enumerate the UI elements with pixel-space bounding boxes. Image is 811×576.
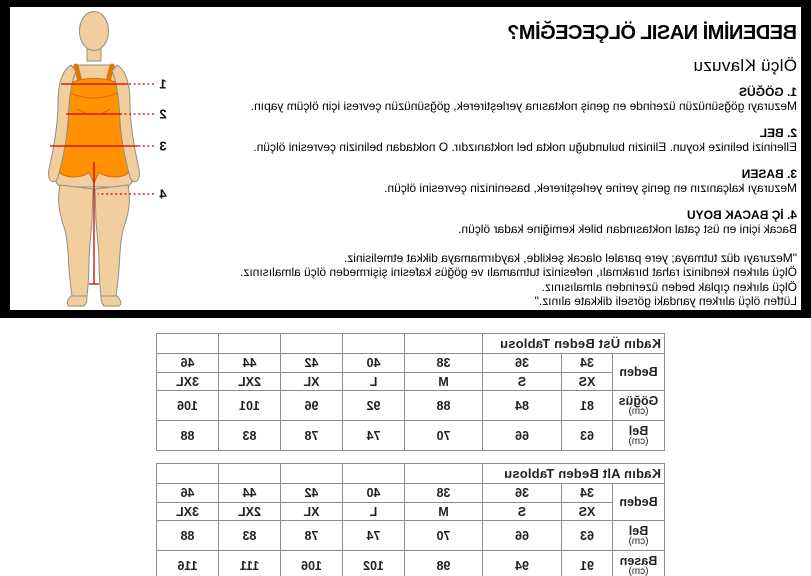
measure-label-1: 1 bbox=[159, 76, 167, 92]
size-cell: 2XL bbox=[218, 373, 280, 391]
measurement-section-waist bbox=[185, 126, 797, 155]
table-cell bbox=[156, 464, 218, 484]
size-cell: XS bbox=[562, 373, 613, 391]
size-cell: 40 bbox=[342, 484, 404, 503]
value-cell: 88 bbox=[156, 421, 218, 451]
waist-measure-row bbox=[156, 421, 664, 451]
size-cell: S bbox=[482, 503, 561, 521]
value-cell: 66 bbox=[482, 421, 561, 451]
table-title: Kadın Üst Beden Tablosu bbox=[482, 334, 664, 354]
table-cell bbox=[404, 464, 482, 484]
size-letter-row bbox=[156, 373, 664, 391]
table-cell bbox=[280, 334, 342, 354]
figure-right-leg bbox=[59, 185, 93, 296]
table-title-row bbox=[156, 464, 664, 484]
size-letter-row bbox=[156, 503, 664, 521]
row-unit: (cm) bbox=[628, 436, 649, 447]
size-number-row bbox=[156, 354, 664, 373]
guide-text-column bbox=[185, 7, 797, 309]
size-cell: 34 bbox=[562, 484, 613, 503]
section-heading: 1. GÖĞÜS bbox=[738, 85, 797, 99]
table-cell bbox=[342, 334, 404, 354]
value-cell: 70 bbox=[404, 521, 482, 551]
note-line: Ölçü alırken kendinizi rahat bırakmalı, nefesinizi tutmamalı ve göğüs kafesini şişirmeden ölçü almalısınız. bbox=[240, 265, 797, 280]
value-cell: 83 bbox=[218, 421, 280, 451]
section-heading: 3. BASEN bbox=[741, 167, 797, 181]
row-unit: (cm) bbox=[628, 536, 649, 547]
table-cell bbox=[218, 464, 280, 484]
row-label-beden: Beden bbox=[613, 484, 665, 521]
figure-left-leg bbox=[95, 185, 129, 296]
size-cell: 38 bbox=[404, 354, 482, 373]
table-cell bbox=[404, 334, 482, 354]
value-cell: 83 bbox=[218, 521, 280, 551]
value-cell: 96 bbox=[280, 391, 342, 421]
measure-label-3: 3 bbox=[159, 138, 167, 154]
size-cell: 36 bbox=[482, 354, 561, 373]
size-cell: 36 bbox=[482, 484, 561, 503]
note-line: Lütfen ölçü alırken yandaki görseli dikkate alınız." bbox=[534, 294, 797, 309]
size-cell: XL bbox=[280, 503, 342, 521]
value-cell: 70 bbox=[404, 421, 482, 451]
size-cell: 42 bbox=[280, 484, 342, 503]
value-cell: 66 bbox=[482, 521, 561, 551]
size-cell: M bbox=[404, 503, 482, 521]
waist-measure-row bbox=[156, 521, 664, 551]
value-cell: 84 bbox=[482, 391, 561, 421]
measurement-section-chest bbox=[185, 85, 797, 114]
size-cell: 44 bbox=[218, 484, 280, 503]
size-cell: 3XL bbox=[156, 373, 218, 391]
upper-body-size-table bbox=[156, 333, 665, 451]
size-cell: L bbox=[342, 373, 404, 391]
row-unit: (cm) bbox=[628, 566, 649, 576]
size-cell: 40 bbox=[342, 354, 404, 373]
chest-measure-row bbox=[156, 391, 664, 421]
table-cell bbox=[342, 464, 404, 484]
size-number-row bbox=[156, 484, 664, 503]
value-cell: 74 bbox=[342, 421, 404, 451]
row-label-text: Göğüs bbox=[618, 394, 659, 408]
value-cell: 74 bbox=[342, 521, 404, 551]
row-label-text: Basen bbox=[619, 554, 658, 568]
page-title: BEDENİMİ NASIL ÖLÇECEĞİM? bbox=[507, 22, 797, 44]
row-label-text: Bel bbox=[628, 424, 649, 438]
value-cell: 78 bbox=[280, 421, 342, 451]
value-cell: 106 bbox=[280, 551, 342, 576]
body-measurement-figure bbox=[12, 7, 202, 310]
row-label-bel bbox=[613, 521, 665, 551]
note-line: Ölçü alırken çıplak beden üzerinden almalısınız. bbox=[541, 279, 797, 294]
measurement-section-hip bbox=[185, 167, 797, 196]
value-cell: 88 bbox=[404, 391, 482, 421]
table-cell bbox=[156, 334, 218, 354]
value-cell: 111 bbox=[218, 551, 280, 576]
size-cell: L bbox=[342, 503, 404, 521]
measurement-section-inseam bbox=[185, 208, 797, 237]
size-cell: 3XL bbox=[156, 503, 218, 521]
value-cell: 106 bbox=[156, 391, 218, 421]
hip-measure-row bbox=[156, 551, 664, 576]
value-cell: 92 bbox=[342, 391, 404, 421]
section-heading: 4. İÇ BACAK BOYU bbox=[686, 208, 797, 222]
value-cell: 63 bbox=[562, 521, 613, 551]
row-unit: (cm) bbox=[628, 406, 649, 417]
size-cell: 44 bbox=[218, 354, 280, 373]
size-cell: 46 bbox=[156, 354, 218, 373]
row-label-gogus bbox=[613, 391, 665, 421]
value-cell: 88 bbox=[156, 521, 218, 551]
table-title-row bbox=[156, 334, 664, 354]
size-cell: 2XL bbox=[218, 503, 280, 521]
measure-label-4: 4 bbox=[159, 186, 167, 202]
row-label-basen bbox=[613, 551, 665, 576]
section-text: Ellerinizi belinize koyun. Elinizin bulunduğu nokta bel noktanızdır. O noktadan belinizin çevresini ölçün. bbox=[253, 140, 797, 154]
size-cell: S bbox=[482, 373, 561, 391]
section-text: Mezurayı göğsünüzün üzerinde en geniş noktasına yerleştirerek, göğsünüzün çevresi için ölçüm yapın. bbox=[250, 99, 797, 113]
measure-label-2: 2 bbox=[159, 106, 167, 122]
table-title: Kadın Alt Beden Tablosu bbox=[482, 464, 664, 484]
value-cell: 81 bbox=[562, 391, 613, 421]
value-cell: 102 bbox=[342, 551, 404, 576]
size-cell: XL bbox=[280, 373, 342, 391]
value-cell: 98 bbox=[404, 551, 482, 576]
size-cell: 34 bbox=[562, 354, 613, 373]
size-cell: 46 bbox=[156, 484, 218, 503]
value-cell: 78 bbox=[280, 521, 342, 551]
row-label-text: Bel bbox=[628, 524, 649, 538]
size-cell: M bbox=[404, 373, 482, 391]
lower-body-size-table bbox=[156, 463, 665, 576]
section-text: Mezurayı kalçanızın en geniş yerine yerleştirerek, baseninizin çevresini ölçün. bbox=[384, 181, 797, 195]
measurement-notes bbox=[185, 251, 797, 309]
section-heading: 2. BEL bbox=[759, 126, 797, 140]
table-cell bbox=[218, 334, 280, 354]
page-subtitle: Ölçü Klavuzu bbox=[693, 56, 797, 75]
value-cell: 116 bbox=[156, 551, 218, 576]
section-text: Bacak içini en üst çatal noktasından bilek kemiğine kadar ölçün. bbox=[458, 222, 797, 236]
figure-head bbox=[80, 12, 109, 51]
value-cell: 101 bbox=[218, 391, 280, 421]
figure-left-foot bbox=[101, 296, 121, 306]
size-cell: 38 bbox=[404, 484, 482, 503]
row-label-beden: Beden bbox=[613, 354, 665, 391]
figure-right-foot bbox=[67, 296, 87, 306]
table-cell bbox=[280, 464, 342, 484]
note-line: "Mezurayı düz tutmaya; yere paralel olacak şekilde, kaydırmamaya dikkat etmelisiniz. bbox=[343, 251, 797, 265]
value-cell: 63 bbox=[562, 421, 613, 451]
value-cell: 91 bbox=[562, 551, 613, 576]
value-cell: 94 bbox=[482, 551, 561, 576]
row-label-bel bbox=[613, 421, 665, 451]
size-cell: XS bbox=[562, 503, 613, 521]
size-cell: 42 bbox=[280, 354, 342, 373]
